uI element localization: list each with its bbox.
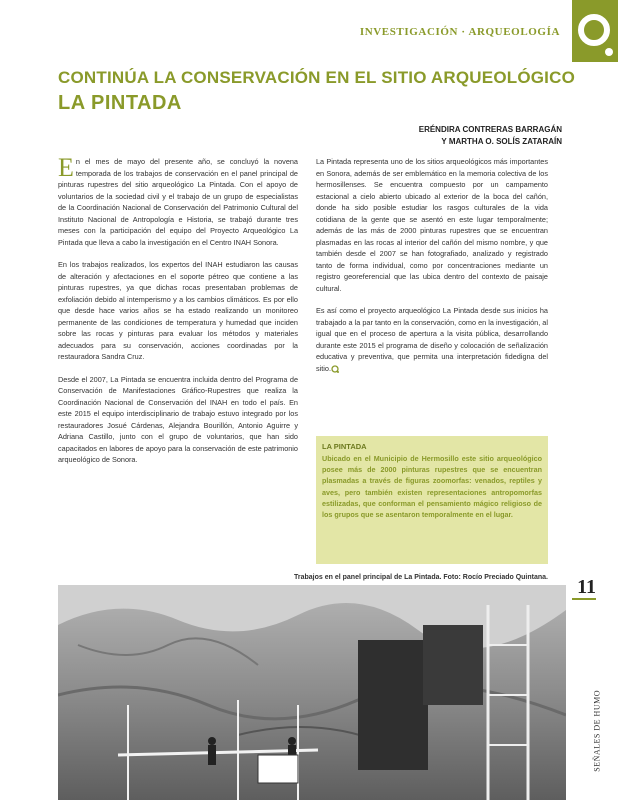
- magazine-logo-icon: [572, 0, 618, 62]
- drop-cap: E: [58, 153, 74, 182]
- info-callout: [316, 436, 548, 564]
- page-number: 11: [577, 576, 596, 598]
- paragraph: [58, 153, 298, 248]
- section-label: INVESTIGACIÓN · ARQUEOLOGÍA: [359, 26, 560, 38]
- paragraph: [316, 305, 548, 374]
- magazine-name: SEÑALES DE HUMO: [593, 690, 602, 772]
- paragraph: La Pintada representa uno de los sitios arqueológicos más importantes en Sonora, además de ser emblemático en la memoria colectiva de los hermosillenses. Se encuentra compuesto por un campamento estacional a cielo abierto ubicado al exterior de la boca del cañón, donde ha sido posible estudiar los rasgos culturales de la vida cotidiana de la gente que se asentó en este lugar temporalmente; además de las más de 2000 pinturas rupestres que se encuentran plasmadas en las rocas al interior del cañón del mismo nombre, y que también desde el 2007 se han fotografiado, analizado y registrado tanto de forma individual, como por concentraciones mediante un registro georeferencial que las ubica dentro del contexto de paisaje cultural.: [316, 157, 548, 293]
- paragraph: En los trabajos realizados, los expertos del INAH estudiaron las causas de alteración y afectaciones en el soporte pétreo que contiene a las pinturas rupestres, ya que dichas rocas presentaban problemas de exfoliación debido al intemperismo y a los cambios climáticos. Es por ello que desde hace varios años se ha estado realizando un monitoreo permanente de las condiciones de temperatura y humedad que inciden sobre las rocas y pinturas para evaluar los métodos y materiales adecuados para su conservación, acciones coordinadas por la restauradora Sandra Cruz.: [58, 260, 298, 361]
- article-subtitle: LA PINTADA: [58, 92, 182, 114]
- article-title: CONTINÚA LA CONSERVACIÓN EN EL SITIO ARQUEOLÓGICO: [58, 68, 575, 87]
- callout-text: Ubicado en el Municipio de Hermosillo este sitio arqueológico posee más de 2000 pinturas rupestres que se encuentran plasmadas a través de figuras zoomorfas: venados, reptiles y aves, pero también existen representaciones antropomorfas estilizadas, que conforman el pensamiento mágico religioso de los grupos que se asentaron temporalmente en el lugar.: [322, 454, 542, 520]
- left-column: [58, 153, 298, 477]
- rock-art-photo: [58, 585, 566, 800]
- author-1: ERÉNDIRA CONTRERAS BARRAGÁN: [418, 125, 562, 134]
- page-number-divider: [572, 598, 596, 600]
- end-mark-icon: [331, 365, 339, 373]
- authors: [419, 124, 562, 148]
- callout-title: LA PINTADA: [322, 442, 367, 451]
- paragraph-text: n el mes de mayo del presente año, se concluyó la novena temporada de los trabajos de conservación en el panel principal de pinturas rupestres del sitio arqueológico La Pintada. Con el apoyo de voluntarios de la sociedad civil y el trabajo de un grupo de especialistas de la Coordinación Nacional de Conservación del Patrimonio Cultural del Instituto Nacional de Antropología e Historia, se trabajó durante tres meses con la participación del equipo del Proyecto Arqueológico La Pintada que lleva a cabo la investigación en el Centro INAH Sonora.: [58, 157, 298, 247]
- photo-caption: Trabajos en el panel principal de La Pintada. Foto: Rocío Preciado Quintana.: [294, 574, 548, 581]
- right-column: [316, 156, 548, 385]
- paragraph: Desde el 2007, La Pintada se encuentra incluida dentro del Programa de Conservación de Manifestaciones Gráfico-Rupestres que realiza la Coordinación Nacional de Conservación del INAH en todo el país. En este 2015 el equipo interdisciplinario de trabajo estuvo integrado por los restauradores Josué Cárdenas, Alejandra Bourillón, Antonio Aguirre y Adriana Castillo, junto con el grupo de voluntarios, que han sido capacitados en labores de apoyo para la conservación de este patrimonio arqueológico de Sonora.: [58, 374, 298, 464]
- author-2: Y MARTHA O. SOLÍS ZATARAÍN: [441, 137, 562, 146]
- paragraph-text: Es así como el proyecto arqueológico La Pintada desde sus inicios ha trabajado a la par tanto en la conservación, como en la investigación, al igual que en el proceso de apertura a la visita pública, desarrollando durante este 2015 el programa de diseño y colocación de señalización educativa y preventiva, que permita una interpretación fidedigna del sitio.: [316, 306, 548, 373]
